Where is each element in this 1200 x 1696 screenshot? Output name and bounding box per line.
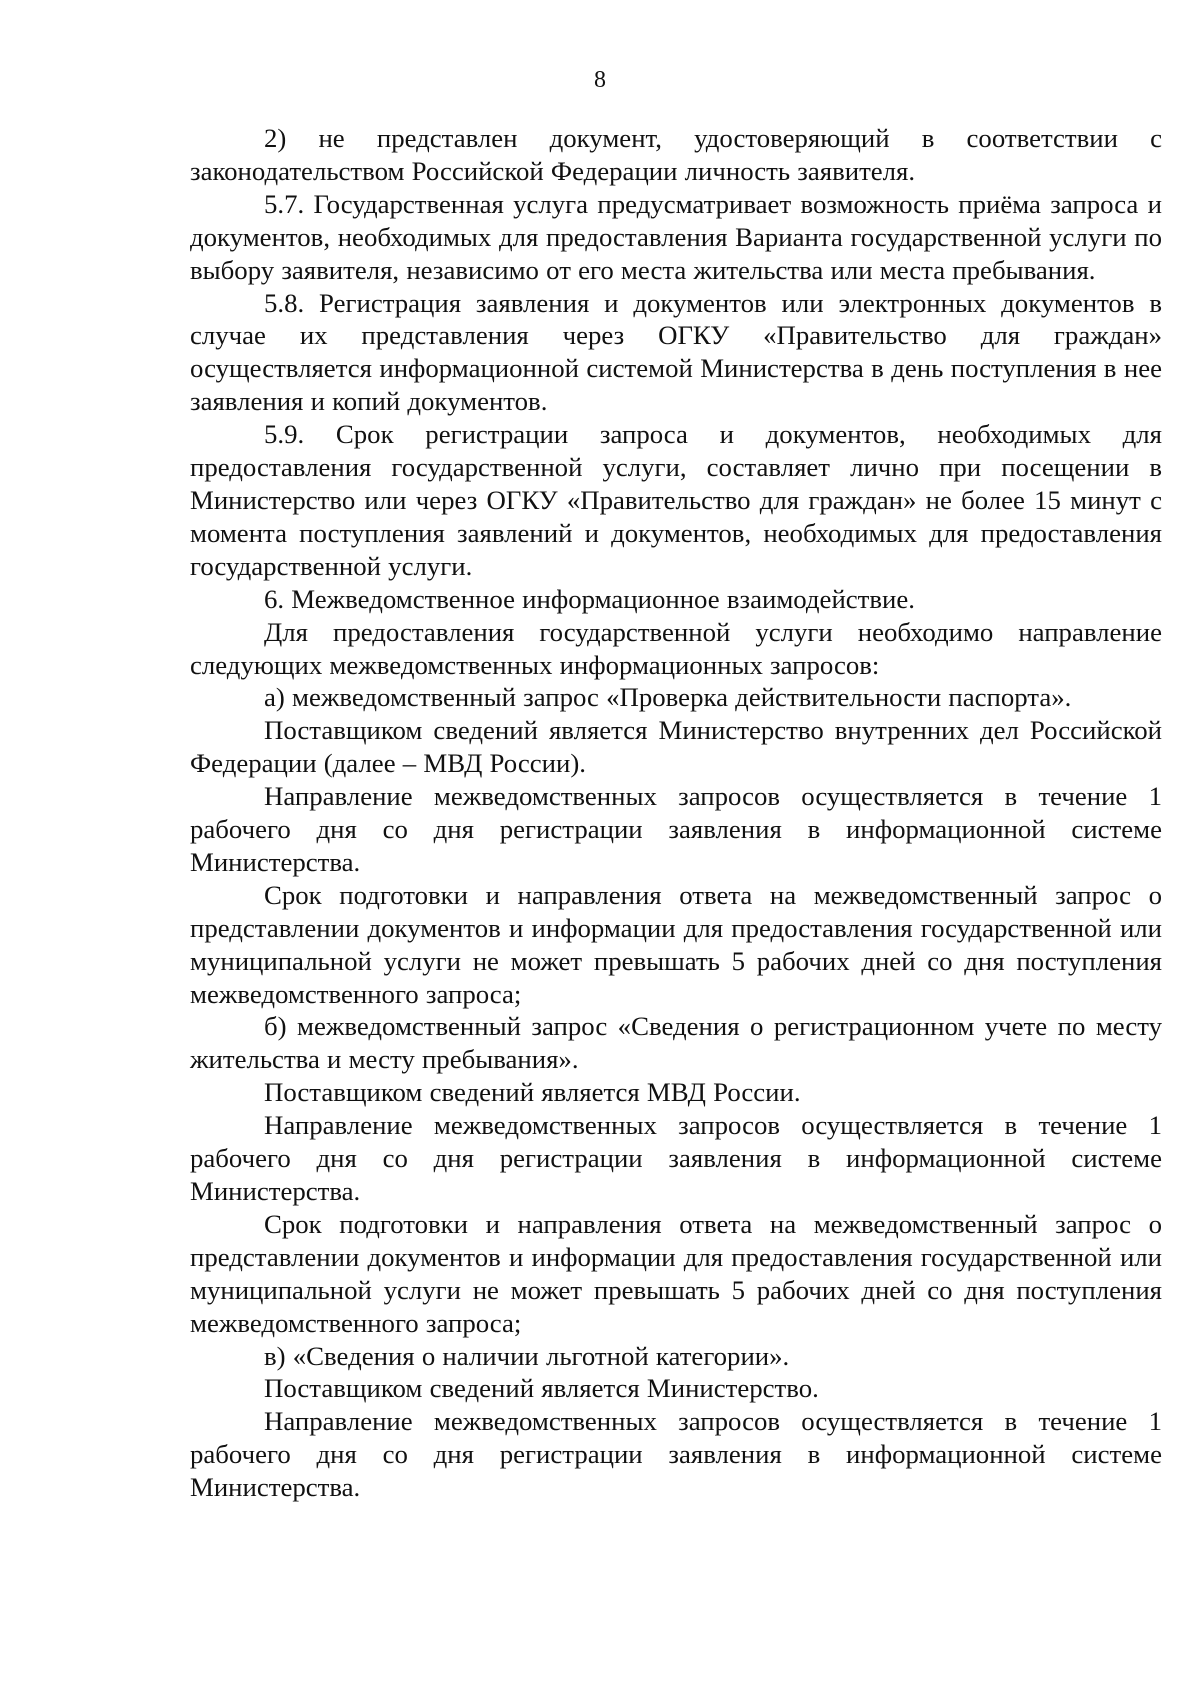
paragraph-5-7: 5.7. Государственная услуга предусматривает возможность приёма запроса и документов, необходимых для предоставления Варианта государственной услуги по выбору заявителя, независимо от его места жительства или места пребывания. <box>190 188 1162 285</box>
paragraph-provider-b: Поставщиком сведений является МВД России. <box>264 1077 801 1108</box>
paragraph-request-a: а) межведомственный запрос «Проверка действительности паспорта». <box>264 682 1072 713</box>
paragraph-request-v: в) «Сведения о наличии льготной категории». <box>264 1340 790 1371</box>
paragraph-requests-intro: Для предоставления государственной услуги необходимо направление следующих межведомственных информационных запросов: <box>190 616 1162 680</box>
paragraph-direction-v: Направление межведомственных запросов осуществляется в течение 1 рабочего дня со дня регистрации заявления в информационной системе Министерства. <box>190 1406 1162 1503</box>
paragraph-5-9: 5.9. Срок регистрации запроса и документов, необходимых для предоставления государственной услуги, составляет лично при посещении в Министерство или через ОГКУ «Правительство для граждан» не более 15 минут с момента поступления заявлений и документов, необходимых для предоставления государственной услуги. <box>190 419 1162 581</box>
section-heading-6: 6. Межведомственное информационное взаимодействие. <box>264 583 915 614</box>
paragraph-term-a: Срок подготовки и направления ответа на межведомственный запрос о представлении документов и информации для предоставления государственной или муниципальной услуги не может превышать 5 рабочих дней со дня поступления межведомственного запроса; <box>190 879 1162 1009</box>
paragraph-2-not-presented-document: 2) не представлен документ, удостоверяющий в соответствии с законодательством Российской Федерации личность заявителя. <box>190 123 1162 186</box>
paragraph-term-b: Срок подготовки и направления ответа на межведомственный запрос о представлении документов и информации для предоставления государственной или муниципальной услуги не может превышать 5 рабочих дней со дня поступления межведомственного запроса; <box>190 1208 1162 1338</box>
document-body <box>190 122 1162 1504</box>
paragraph-provider-a: Поставщиком сведений является Министерство внутренних дел Российской Федерации (далее – МВД России). <box>190 715 1162 779</box>
paragraph-direction-a: Направление межведомственных запросов осуществляется в течение 1 рабочего дня со дня регистрации заявления в информационной системе Министерства. <box>190 781 1162 877</box>
paragraph-request-b: б) межведомственный запрос «Сведения о регистрационном учете по месту жительства и месту пребывания». <box>190 1011 1162 1075</box>
paragraph-provider-v: Поставщиком сведений является Министерство. <box>264 1373 819 1404</box>
paragraph-direction-b: Направление межведомственных запросов осуществляется в течение 1 рабочего дня со дня регистрации заявления в информационной системе Министерства. <box>190 1110 1162 1206</box>
page-number: 8 <box>594 67 606 93</box>
paragraph-5-8: 5.8. Регистрация заявления и документов или электронных документов в случае их представления через ОГКУ «Правительство для граждан» осуществляется информационной системой Министерства в день поступления в нее заявления и копий документов. <box>190 287 1162 417</box>
